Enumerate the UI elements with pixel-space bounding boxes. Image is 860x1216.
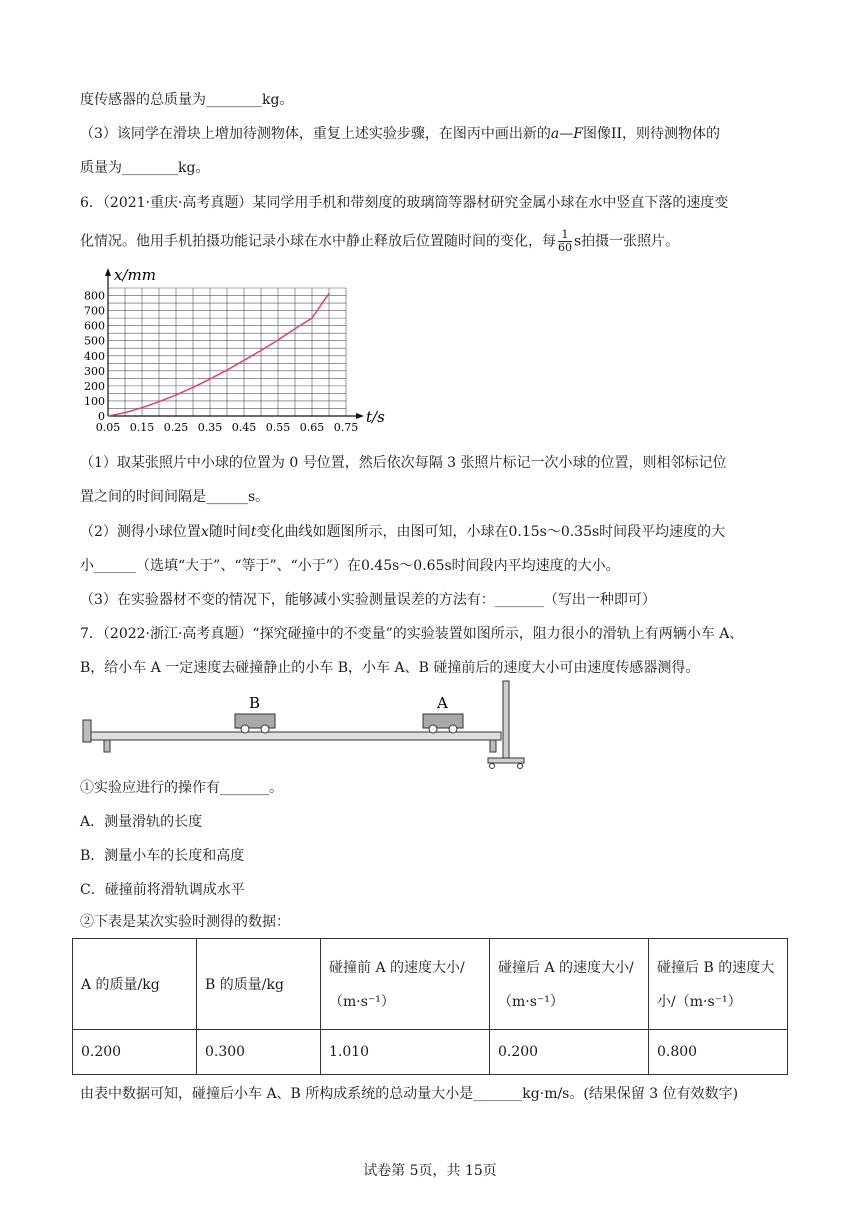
y-tick-label: 600 (84, 319, 105, 333)
x-axis-label: t/s (366, 408, 385, 426)
x-tick-label: 0.45 (231, 421, 257, 434)
table-header-cell (321, 939, 490, 1030)
part-1-line1: （1）取某张照片中小球的位置为 0 号位置，然后依次每隔 3 张照片标记一次小球的位置，则相邻标记位 (80, 455, 727, 471)
track (91, 732, 501, 740)
track-leg (490, 740, 496, 752)
page-footer: 试卷第 5页，共 15页 (363, 1163, 497, 1179)
series-line (108, 293, 329, 416)
y-tick-label: 300 (84, 364, 105, 378)
fraction-denominator: 60 (558, 241, 572, 254)
part-1-line2: 置之间的时间间隔是______s。 (80, 489, 270, 505)
chart-grid (108, 288, 346, 416)
header-text: 碰撞前 A 的速度大小/ (329, 960, 465, 976)
operation-intro: ①实验应进行的操作有_______。 (80, 780, 283, 796)
header-text: 碰撞后 B 的速度大 (657, 960, 775, 976)
text-span: （2）测得小球位置 (80, 524, 201, 540)
question-7-line1: 7．（2022·浙江·高考真题）“探究碰撞中的不变量”的实验装置如图所示，阻力很小的滑轨上有两辆小车 A、 (80, 626, 744, 642)
conclusion-line: 由表中数据可知，碰撞后小车 A、B 所构成系统的总动量大小是_______kg·m/s。(结果保留 3 位有效数字) (80, 1086, 739, 1102)
part-3-line: （3）在实验器材不变的情况下，能够减小实验测量误差的方法有：_______（写出一种即可） (80, 592, 656, 608)
position-time-chart (80, 266, 400, 442)
track-leg (104, 740, 110, 752)
y-axis-label: x/mm (114, 266, 156, 284)
header-unit: （m·s⁻¹） (498, 994, 564, 1010)
cart-b-label: B (249, 694, 261, 712)
left-stopper (83, 720, 91, 742)
table-cell: 1.010 (321, 1030, 490, 1075)
y-tick-label: 800 (84, 289, 105, 303)
table-cell: 0.200 (490, 1030, 649, 1075)
question-7-line2: B，给小车 A 一定速度去碰撞静止的小车 B，小车 A、B 碰撞前后的速度大小可由速度传感器测得。 (80, 660, 700, 676)
fraction (558, 229, 572, 254)
table-header-cell (197, 939, 321, 1030)
x-axis-arrow (356, 413, 364, 419)
table-header-cell (649, 939, 788, 1030)
option-a: A．测量滑轨的长度 (80, 814, 203, 830)
y-tick-label: 700 (84, 304, 105, 318)
y-tick-label: 200 (84, 379, 105, 393)
x-tick-label: 0.35 (197, 421, 223, 434)
cart-a (423, 694, 463, 733)
var-x: x (200, 524, 209, 540)
y-tick-label: 100 (84, 394, 105, 408)
x-tick-label: 0.75 (333, 421, 359, 434)
table-header-cell (73, 939, 197, 1030)
y-tick-label: 500 (84, 334, 105, 348)
table-header-row (73, 939, 788, 1030)
x-tick-label: 0.25 (163, 421, 189, 434)
text-line: 度传感器的总质量为________kg。 (80, 92, 294, 108)
graph-label: a—F (550, 126, 583, 142)
text-span: （3）该同学在滑块上增加待测物体，重复上述实验步骤，在图丙中画出新的 (80, 126, 551, 142)
part-2-line2: 小______（选填“大于”、“等于”、“小于”）在0.45s～0.65s时间段内平均速度的大小。 (80, 558, 620, 574)
speed-sensor-stand (488, 681, 524, 769)
table-intro: ②下表是某次实验时测得的数据： (80, 914, 290, 930)
cart-b (235, 694, 275, 733)
header-text: A 的质量/kg (81, 977, 160, 993)
question-6-line2 (80, 229, 679, 254)
var-t: t (250, 524, 257, 540)
table-cell: 0.200 (73, 1030, 197, 1075)
text-line (80, 124, 720, 144)
option-c: C．碰撞前将滑轨调成水平 (80, 882, 245, 898)
header-text: B 的质量/kg (205, 977, 284, 993)
table-cell: 0.300 (197, 1030, 321, 1075)
data-table (72, 938, 788, 1075)
text-span: 变化曲线如题图所示，由图可知，小球在0.15s～0.35s时间段平均速度的大 (256, 524, 726, 540)
cart-a-label: A (437, 694, 448, 712)
x-tick-label: 0.65 (299, 421, 325, 434)
header-text: 碰撞后 A 的速度大小/ (498, 960, 634, 976)
text-span: 化情况。他用手机拍摄功能记录小球在水中静止释放后位置随时间的变化，每 (80, 233, 556, 250)
text-span: s拍摄一张照片。 (574, 233, 680, 250)
x-tick-label: 0.05 (95, 421, 121, 434)
y-tick-label: 0 (98, 410, 105, 423)
text-span: 随时间 (208, 524, 251, 540)
question-6-line1: 6．（2021·重庆·高考真题）某同学用手机和带刻度的玻璃筒等器材研究金属小球在水中竖直下落的速度变 (80, 195, 729, 211)
table-row (73, 1030, 788, 1075)
option-b: B．测量小车的长度和高度 (80, 848, 245, 864)
table-cell: 0.800 (649, 1030, 788, 1075)
header-unit: 小/（m·s⁻¹） (657, 994, 742, 1010)
x-tick-label: 0.15 (129, 421, 155, 434)
y-axis-arrow (105, 268, 111, 276)
y-tick-label: 400 (84, 349, 105, 363)
table-header-cell (490, 939, 649, 1030)
apparatus-diagram (80, 678, 540, 774)
part-2-line1 (80, 522, 725, 542)
text-span: 图像II，则待测物体的 (582, 126, 721, 142)
header-unit: （m·s⁻¹） (329, 994, 395, 1010)
fraction-numerator: 1 (558, 229, 572, 242)
text-line: 质量为________kg。 (80, 160, 210, 176)
x-tick-label: 0.55 (265, 421, 291, 434)
chart-axes (105, 268, 364, 419)
